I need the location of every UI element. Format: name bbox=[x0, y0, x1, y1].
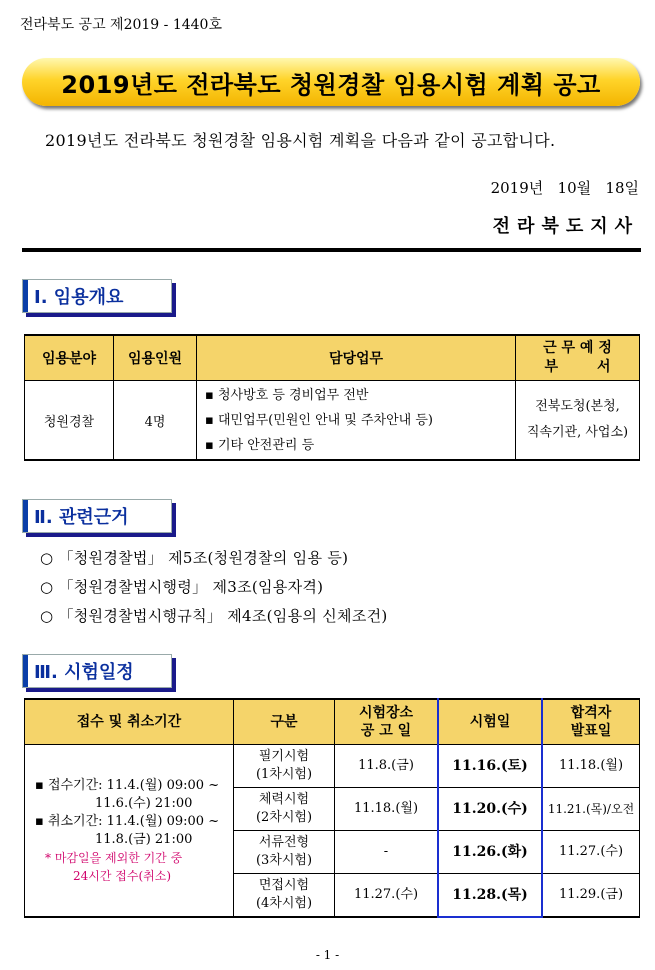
cell-exam-day: 11.28.(목) bbox=[438, 874, 542, 918]
cell-venue: - bbox=[335, 831, 439, 874]
section1-heading bbox=[22, 279, 172, 313]
legal-basis-item: ○ 「청원경찰법시행령」 제3조(임용자격) bbox=[40, 578, 324, 596]
section1-heading-text: Ⅰ. 임용개요 bbox=[34, 287, 124, 308]
cell-dept bbox=[516, 381, 640, 461]
divider bbox=[22, 248, 641, 252]
type-line2: (4차시험) bbox=[255, 896, 313, 911]
col-header-field: 임용분야 bbox=[25, 335, 114, 381]
section2-heading-text: Ⅱ. 관련근거 bbox=[34, 507, 129, 528]
cell-count: 4명 bbox=[114, 381, 197, 461]
col-header-dept-line1: 근 무 예 정 bbox=[543, 340, 612, 356]
title-banner bbox=[22, 58, 640, 106]
type-line1: 필기시험 bbox=[258, 749, 310, 764]
cell-result: 11.27.(수) bbox=[542, 831, 640, 874]
cell-venue: 11.27.(수) bbox=[335, 874, 439, 918]
table-row bbox=[25, 381, 640, 461]
cell-venue: 11.18.(월) bbox=[335, 788, 439, 831]
duty-item: ▪ 기타 안전관리 등 bbox=[205, 433, 515, 458]
col-header-type: 구분 bbox=[234, 699, 335, 745]
col-header-dept-line2: 부 서 bbox=[544, 359, 611, 375]
type-line2: (1차시험) bbox=[255, 767, 313, 782]
period-note: 24시간 접수(취소) bbox=[73, 868, 171, 883]
col-header-result bbox=[542, 699, 640, 745]
intro-text: 2019년도 전라북도 청원경찰 임용시험 계획을 다음과 같이 공고합니다. bbox=[45, 131, 556, 150]
notice-number: 전라북도 공고 제2019 - 1440호 bbox=[20, 17, 222, 33]
period-line: 11.8.(금) 21:00 bbox=[95, 831, 193, 847]
cell-duties bbox=[197, 381, 516, 461]
cell-dept-line1: 전북도청(본청, bbox=[535, 399, 620, 414]
cell-type bbox=[234, 831, 335, 874]
cell-result: 11.21.(목)/오전 bbox=[542, 788, 640, 831]
cell-type bbox=[234, 874, 335, 918]
period-line: ▪ 취소기간: 11.4.(월) 09:00 ~ bbox=[35, 813, 220, 829]
notice-date: 2019년 10월 18일 bbox=[490, 179, 639, 197]
cell-type bbox=[234, 788, 335, 831]
table-header-row bbox=[25, 699, 640, 745]
col-header-result-line1: 합격자 bbox=[570, 705, 612, 721]
cell-exam-day: 11.20.(수) bbox=[438, 788, 542, 831]
col-header-duties: 담당업무 bbox=[197, 335, 516, 381]
col-header-count: 임용인원 bbox=[114, 335, 197, 381]
cell-dept-line2: 직속기관, 사업소) bbox=[526, 425, 629, 440]
cell-result: 11.29.(금) bbox=[542, 874, 640, 918]
type-line1: 서류전형 bbox=[258, 835, 310, 850]
period-line: 11.6.(수) 21:00 bbox=[95, 795, 193, 811]
type-line2: (3차시험) bbox=[255, 853, 313, 868]
schedule-table bbox=[24, 698, 640, 918]
cell-result: 11.18.(월) bbox=[542, 745, 640, 788]
col-header-dept bbox=[516, 335, 640, 381]
cell-type bbox=[234, 745, 335, 788]
heading-accent-bar bbox=[23, 655, 28, 687]
heading-accent-bar bbox=[23, 280, 28, 312]
col-header-result-line2: 발표일 bbox=[570, 723, 612, 739]
section3-heading-text: Ⅲ. 시험일정 bbox=[34, 662, 134, 683]
col-header-exam-day: 시험일 bbox=[438, 699, 542, 745]
cell-period bbox=[25, 745, 234, 918]
col-header-period: 접수 및 취소기간 bbox=[25, 699, 234, 745]
cell-venue: 11.8.(금) bbox=[335, 745, 439, 788]
period-note: * 마감일을 제외한 기간 중 bbox=[45, 850, 183, 865]
type-line2: (2차시험) bbox=[255, 810, 313, 825]
page-title: 2019년도 전라북도 청원경찰 임용시험 계획 공고 bbox=[61, 70, 601, 99]
duty-item: ▪ 대민업무(민원인 안내 및 주차안내 등) bbox=[205, 408, 515, 433]
page-number: - 1 - bbox=[315, 948, 340, 962]
cell-exam-day: 11.16.(토) bbox=[438, 745, 542, 788]
table-header-row bbox=[25, 335, 640, 381]
heading-accent-bar bbox=[23, 500, 28, 532]
col-header-venue-line2: 공 고 일 bbox=[360, 723, 412, 739]
cell-exam-day: 11.26.(화) bbox=[438, 831, 542, 874]
cell-field: 청원경찰 bbox=[25, 381, 114, 461]
type-line1: 체력시험 bbox=[258, 792, 310, 807]
issuing-agency: 전라북도지사 bbox=[492, 216, 639, 237]
col-header-venue bbox=[335, 699, 439, 745]
type-line1: 면접시험 bbox=[258, 878, 310, 893]
period-line: ▪ 접수기간: 11.4.(월) 09:00 ~ bbox=[35, 777, 220, 793]
col-header-venue-line1: 시험장소 bbox=[358, 705, 414, 721]
section2-heading bbox=[22, 499, 172, 533]
recruitment-table bbox=[24, 334, 640, 461]
legal-basis-item: ○ 「청원경찰법시행규칙」 제4조(임용의 신체조건) bbox=[40, 607, 388, 625]
legal-basis-item: ○ 「청원경찰법」 제5조(청원경찰의 임용 등) bbox=[40, 549, 349, 567]
table-row bbox=[25, 745, 640, 788]
duty-item: ▪ 청사방호 등 경비업무 전반 bbox=[205, 383, 515, 408]
section3-heading bbox=[22, 654, 172, 688]
